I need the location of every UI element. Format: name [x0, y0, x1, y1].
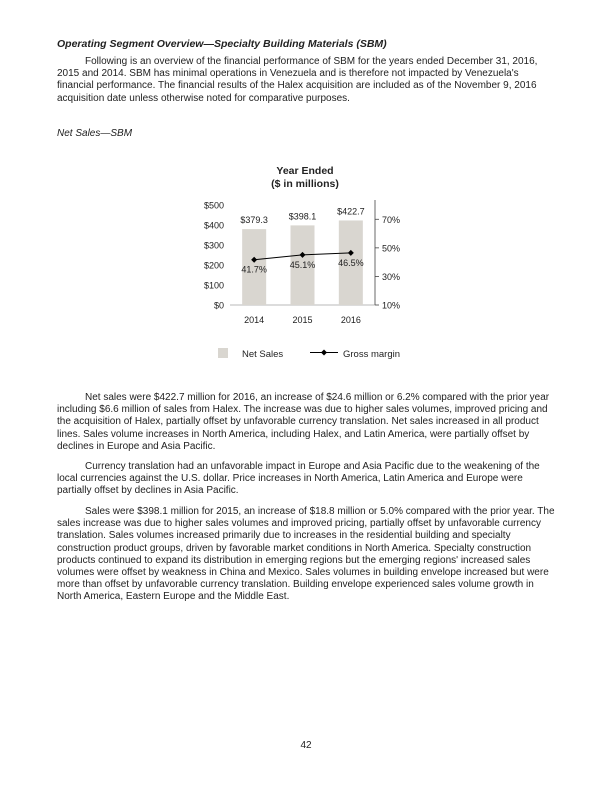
section-heading: Operating Segment Overview—Specialty Building Materials (SBM): [57, 38, 387, 50]
legend-label-net-sales: Net Sales: [242, 349, 284, 360]
gross-margin-label: 46.5%: [338, 257, 364, 268]
chart-title: Year Ended: [276, 165, 334, 177]
body-text-3: Sales were $398.1 million for 2015, an increase of $18.8 million or 5.0% compared with the prior year. The sales increase was due to higher sales volumes and improved pricing, partially offset by unfavorable currency translation. Sales volumes increased primarily due to increases in the residential building and specialty construction product groups, driven by favorable market conditions in North America. Specialty construction products continued to expand its distribution in emerging regions but the emerging regions' increased sales volumes were offset by weakness in China and Mexico. Sales volumes in building envelope increased but were more than offset by unfavorable currency translation. Building envelope experienced sales volume growth in North America, Eastern Europe and the Middle East.: [57, 506, 555, 603]
legend-label-gross-margin: Gross margin: [343, 349, 401, 360]
chart-subtitle: ($ in millions): [271, 178, 339, 190]
left-axis: [204, 201, 224, 311]
legend-swatch-net-sales: [218, 348, 228, 358]
left-tick-label: $500: [203, 200, 224, 211]
body-text-1: Net sales were $422.7 million for 2016, an increase of $24.6 million or 6.2% compared with the prior year including $6.6 million of sales from Halex. The increase was due to higher sales volumes, improved pricing and the acquisition of Halex, partially offset by unfavorable currency translation. Net sales increased in all product lines. Sales volume increases in North America, including Halex, and Latin America, were partially offset by declines in Europe and Asia Pacific.: [57, 392, 550, 452]
net-sales-chart: [190, 160, 430, 365]
body-paragraph-2: [57, 461, 557, 498]
chart-subheading: Net Sales—SBM: [57, 128, 133, 139]
body-text-2: Currency translation had an unfavorable impact in Europe and Asia Pacific due to the weakening of the local currencies against the U.S. dollar. Price increases in North America, Latin America and Europe were partially offset by declines in Asia Pacific.: [57, 461, 540, 497]
body-paragraph-3: [57, 506, 557, 604]
body-paragraph-1: [57, 392, 557, 453]
left-tick-label: $100: [203, 280, 224, 291]
right-tick-label: 70%: [382, 214, 401, 225]
category-axis: [244, 315, 361, 325]
left-tick-label: $0: [213, 300, 224, 311]
intro-text: Following is an overview of the financial performance of SBM for the years ended December 31, 2016, 2015 and 2014. SBM has minimal operations in Venezuela and is therefore not impacted by Venezuela's financial performance. The financial results of the Halex acquisition are included as of the November 9, 2016 acquisition date unless otherwise noted for comparative purposes.: [57, 56, 538, 104]
left-tick-label: $300: [203, 240, 224, 251]
left-tick-label: $400: [203, 220, 224, 231]
right-tick-label: 50%: [382, 243, 401, 254]
gross-margin-label: 41.7%: [241, 264, 267, 275]
page-number: 42: [300, 740, 312, 751]
right-tick-label: 30%: [382, 271, 401, 282]
left-tick-label: $200: [203, 260, 224, 271]
bar-value-label: $379.3: [240, 215, 268, 226]
chart-legend: [218, 348, 400, 360]
intro-paragraph: [57, 56, 557, 105]
category-label: 2016: [340, 315, 361, 325]
bar-value-label: $398.1: [288, 211, 317, 222]
category-label: 2014: [244, 315, 265, 325]
gross-margin-label: 45.1%: [289, 259, 316, 270]
legend-marker-gross-margin: [321, 350, 327, 356]
category-label: 2015: [292, 315, 313, 325]
bar-value-label: $422.7: [337, 206, 365, 217]
right-tick-label: 10%: [382, 300, 401, 311]
